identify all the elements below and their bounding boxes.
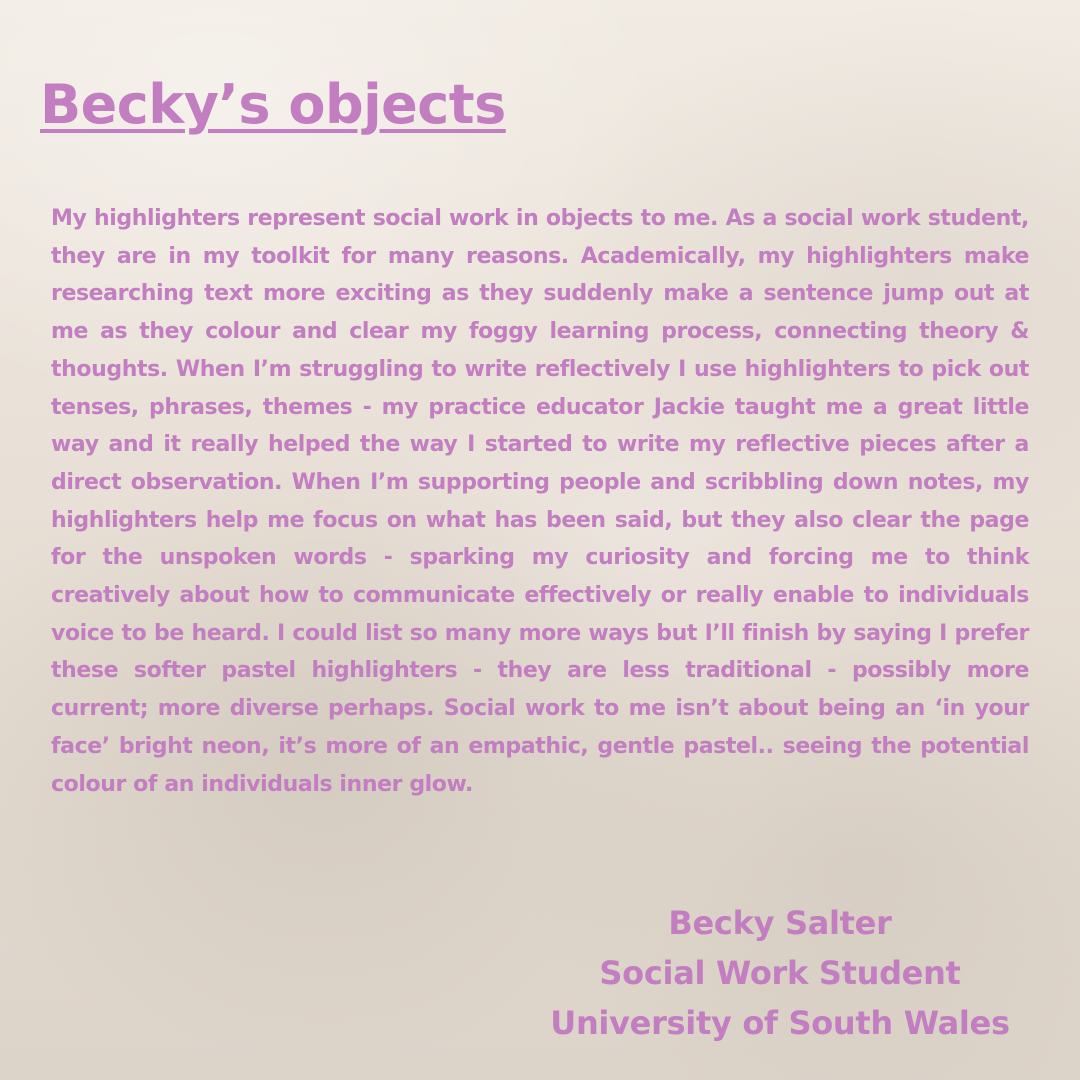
signature-institution: University of South Wales <box>550 1004 1010 1042</box>
page-title: Becky’s objects <box>40 73 506 136</box>
signature-name: Becky Salter <box>668 904 892 942</box>
signature-role: Social Work Student <box>599 954 961 992</box>
body-paragraph: My highlighters represent social work in objects to me. As a social work student, they are in my toolkit for many reasons. Academically, my highlighters make researching text more exciting as they suddenly make a sentence jump out at me as they colour and clear my foggy learning process, connecting theory & thoughts. When I’m struggling to write reflectively I use highlighters to pick out tenses, phrases, themes - my practice educator Jackie taught me a great little way and it really helped the way I started to write my reflective pieces after a direct observation. When I’m supporting people and scribbling down notes, my highlighters help me focus on what has been said, but they also clear the page for the unspoken words - sparking my curiosity and forcing me to think creatively about how to communicate effectively or really enable to individuals voice to be heard. I could list so many more ways but I’ll finish by saying I prefer these softer pastel highlighters - they are less traditional - possibly more current; more diverse perhaps. Social work to me isn’t about being an ‘in your face’ bright neon, it’s more of an empathic, gentle pastel.. seeing the potential colour of an individuals inner glow. <box>51 206 1029 797</box>
signature-block <box>520 898 1040 1048</box>
